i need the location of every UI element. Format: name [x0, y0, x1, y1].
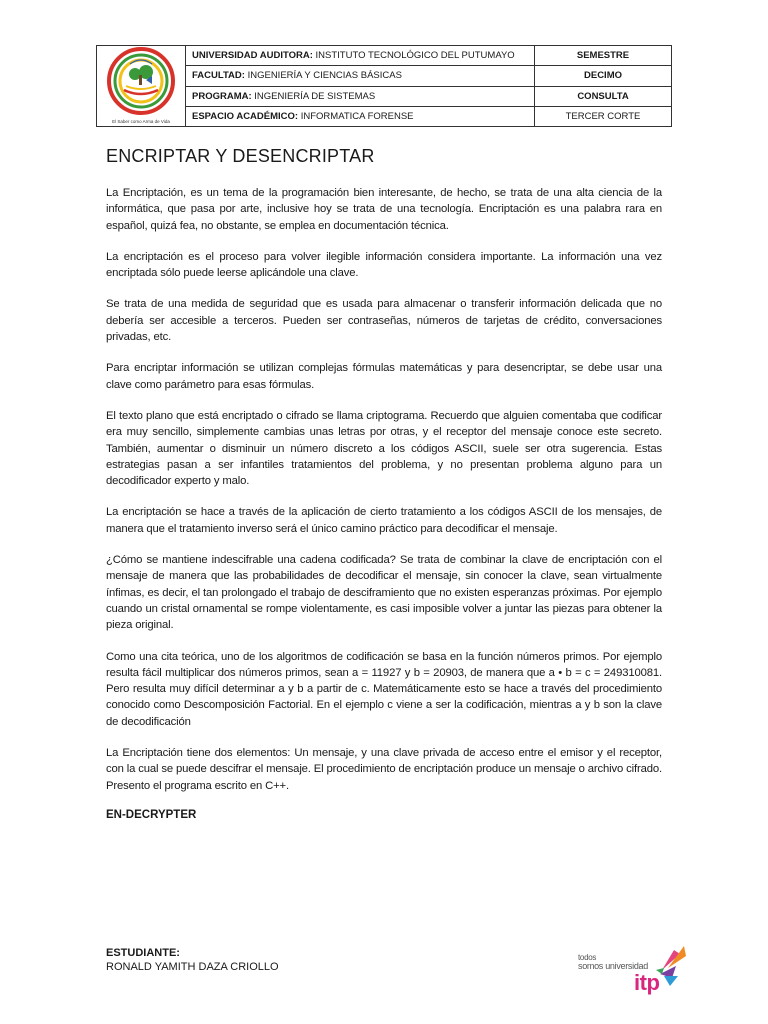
paragraph: La Encriptación tiene dos elementos: Un mensaje, y una clave privada de acceso entre el emisor y el receptor, con la cual se puede descifrar el mensaje. El procedimiento de encriptación produce un mensaje o archivo cifrado. Presento el programa escrito en C++.	[106, 747, 662, 792]
course-value: INFORMATICA FORENSE	[298, 110, 414, 122]
paragraph: La encriptación se hace a través de la aplicación de cierto tratamiento a los códigos ASCII de los mensajes, de manera que el tratamiento inverso será el único camino práctico para decodificar el mensaje.	[106, 506, 662, 535]
document-type: CONSULTA	[535, 86, 672, 106]
paragraph: La encriptación es el proceso para volver ilegible información considera importante. La información una vez encriptada sólo puede leerse aplicándole una clave.	[106, 250, 662, 280]
paragraph: ¿Cómo se mantiene indescifrable una cadena codificada? Se trata de combinar la clave de encriptación con el mensaje de manera que las probabilidades de decodificar el mensaje, sin conocer la clave, sean virtualmente ínfimas, es decir, el tan prolongado el trabajo de desciframiento que no existen esperanzas próximas. Por ejemplo cuando un cristal ornamental se rompe violentamente, es casi imposible volver a juntar las piezas para obtener la pieza original.	[106, 554, 662, 632]
university-label: UNIVERSIDAD AUDITORA:	[192, 50, 313, 62]
student-name: RONALD YAMITH DAZA CRIOLLO	[106, 961, 279, 973]
header-table	[96, 45, 672, 127]
document-body	[106, 185, 662, 821]
paragraph: Como una cita teórica, uno de los algoritmos de codificación se basa en la función números primos. Por ejemplo resulta fácil multiplicar dos números primos, sean a = 11927 y b = 20903, de manera que a • b = c = 249310081. Pero resulta muy difícil determinar a y b a partir de c. Matemáticamente esto se hace a través del procedimiento conocido como Descomposición Factorial. En el ejemplo c viene a ser la codificación, mientras a y b son la clave de decodificación	[106, 650, 662, 728]
program-label: PROGRAMA:	[192, 90, 252, 102]
brand-name: itp	[634, 970, 660, 995]
itp-brand-logo	[576, 940, 688, 1002]
header-row-university	[186, 46, 535, 66]
paragraph: El texto plano que está encriptado o cifrado se llama criptograma. Recuerdo que alguien comentaba que codificar era muy sencillo, simplemente cambias unas letras por otras, y el receptor del mensaje conoce este secreto. También, aumentar o disminuir un número discreto a los códigos ASCII, suele ser otra sugerencia. Estas estrategias pasan a ser infantiles tratamientos del problema, y no presentan problema alguno para un decodificador experto y malo.	[106, 409, 662, 488]
paragraph: Para encriptar información se utilizan complejas fórmulas matemáticas y para desencriptar, se debe usar una clave como parámetro para esas fórmulas.	[106, 362, 662, 391]
page-title: ENCRIPTAR Y DESENCRIPTAR	[106, 146, 375, 166]
student-label: ESTUDIANTE:	[106, 947, 180, 959]
student-block	[106, 947, 279, 973]
institution-logo	[97, 46, 185, 126]
hummingbird-icon	[576, 940, 688, 1002]
semester-label: SEMESTRE	[535, 46, 672, 66]
faculty-label: FACULTAD:	[192, 70, 245, 82]
faculty-value: INGENIERÍA Y CIENCIAS BÁSICAS	[244, 70, 402, 82]
term-value: TERCER CORTE	[535, 106, 672, 126]
course-label: ESPACIO ACADÉMICO:	[192, 110, 299, 122]
program-value: INGENIERÍA DE SISTEMAS	[251, 90, 376, 102]
header-row-program	[186, 86, 535, 106]
paragraph: Se trata de una medida de seguridad que es usada para almacenar o transferir información delicada que no debería ser accesible a terceros. Pueden ser contraseñas, números de tarjetas de crédito, conversaciones privadas, etc.	[106, 298, 662, 344]
brand-line-2: somos universidad	[578, 961, 648, 971]
logo-cell	[97, 46, 186, 127]
section-subheading: EN-DECRYPTER	[106, 808, 197, 821]
header-row-faculty	[186, 66, 535, 86]
university-value: INSTITUTO TECNOLÓGICO DEL PUTUMAYO	[312, 50, 515, 62]
brand-line-1: todos	[578, 953, 597, 962]
header-row-course	[186, 106, 535, 126]
logo-tagline: El Saber como Arma de Vida	[112, 119, 170, 124]
institution-seal-icon	[106, 46, 176, 116]
semester-value: DECIMO	[535, 66, 672, 86]
paragraph: La Encriptación, es un tema de la programación bien interesante, de hecho, se trata de una alta ciencia de la informática, que pasa por arte, inclusive hoy se trata de una tecnología. Encriptación es una palabra rara en español, quizá fea, no obstante, se emplea en documentación técnica.	[106, 187, 662, 232]
